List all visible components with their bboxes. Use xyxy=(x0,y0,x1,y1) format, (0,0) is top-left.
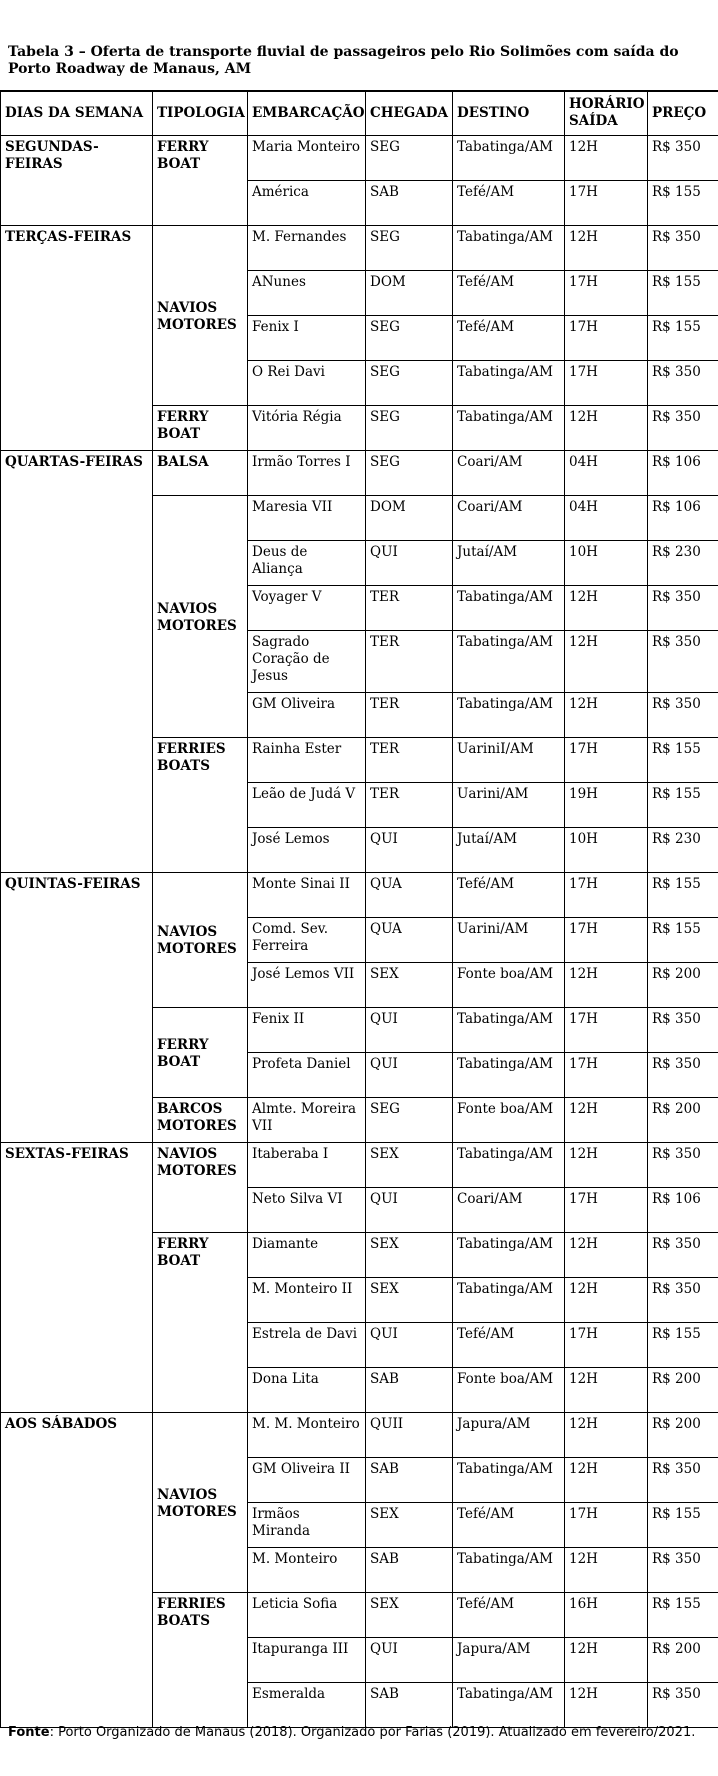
destination-cell: Tefé/AM xyxy=(453,1502,565,1547)
arrival-cell: SEX xyxy=(366,1277,453,1322)
arrival-cell: SAB xyxy=(366,1367,453,1412)
arrival-cell: QUA xyxy=(366,872,453,917)
price-cell: R$ 155 xyxy=(648,1592,718,1637)
arrival-cell: SEG xyxy=(366,135,453,180)
header-destino: DESTINO xyxy=(453,91,565,135)
destination-cell: Tefé/AM xyxy=(453,872,565,917)
vessel-cell: ANunes xyxy=(248,270,366,315)
price-cell: R$ 200 xyxy=(648,1637,718,1682)
table-row xyxy=(1,872,718,917)
price-cell: R$ 200 xyxy=(648,962,718,1007)
arrival-cell: SEX xyxy=(366,962,453,1007)
time-cell: 17H xyxy=(565,1007,648,1052)
arrival-cell: SEG xyxy=(366,315,453,360)
price-cell: R$ 155 xyxy=(648,1322,718,1367)
arrival-cell: TER xyxy=(366,692,453,737)
destination-cell: Tabatinga/AM xyxy=(453,225,565,270)
price-cell: R$ 155 xyxy=(648,782,718,827)
price-cell: R$ 350 xyxy=(648,1547,718,1592)
price-cell: R$ 230 xyxy=(648,540,718,585)
vessel-cell: Irmãos Miranda xyxy=(248,1502,366,1547)
price-cell: R$ 106 xyxy=(648,450,718,495)
arrival-cell: QUA xyxy=(366,917,453,962)
price-cell: R$ 350 xyxy=(648,1457,718,1502)
type-cell: FERRY BOAT xyxy=(153,1007,248,1097)
vessel-cell: Maresia VII xyxy=(248,495,366,540)
time-cell: 12H xyxy=(565,962,648,1007)
price-cell: R$ 350 xyxy=(648,1052,718,1097)
time-cell: 12H xyxy=(565,1277,648,1322)
vessel-cell: GM Oliveira xyxy=(248,692,366,737)
price-cell: R$ 350 xyxy=(648,585,718,630)
arrival-cell: SEG xyxy=(366,450,453,495)
time-cell: 10H xyxy=(565,827,648,872)
arrival-cell: QUI xyxy=(366,1187,453,1232)
destination-cell: Tabatinga/AM xyxy=(453,1232,565,1277)
arrival-cell: TER xyxy=(366,737,453,782)
destination-cell: Jutaí/AM xyxy=(453,540,565,585)
arrival-cell: QUI xyxy=(366,1322,453,1367)
table-row xyxy=(1,225,718,270)
time-cell: 17H xyxy=(565,1187,648,1232)
time-cell: 12H xyxy=(565,135,648,180)
price-cell: R$ 106 xyxy=(648,1187,718,1232)
price-cell: R$ 350 xyxy=(648,225,718,270)
arrival-cell: QUI xyxy=(366,1637,453,1682)
vessel-cell: M. Fernandes xyxy=(248,225,366,270)
day-cell: TERÇAS-FEIRAS xyxy=(1,225,153,450)
vessel-cell: Rainha Ester xyxy=(248,737,366,782)
type-cell: FERRIES BOATS xyxy=(153,737,248,872)
arrival-cell: SEX xyxy=(366,1592,453,1637)
destination-cell: Japura/AM xyxy=(453,1412,565,1457)
price-cell: R$ 350 xyxy=(648,630,718,692)
price-cell: R$ 350 xyxy=(648,1142,718,1187)
type-cell: NAVIOS MOTORES xyxy=(153,1412,248,1592)
header-tipologia: TIPOLOGIA xyxy=(153,91,248,135)
table-row xyxy=(1,1412,718,1457)
destination-cell: Fonte boa/AM xyxy=(453,1097,565,1142)
price-cell: R$ 350 xyxy=(648,1007,718,1052)
arrival-cell: TER xyxy=(366,782,453,827)
price-cell: R$ 200 xyxy=(648,1367,718,1412)
vessel-cell: M. Monteiro II xyxy=(248,1277,366,1322)
price-cell: R$ 155 xyxy=(648,1502,718,1547)
destination-cell: Coari/AM xyxy=(453,495,565,540)
table-row xyxy=(1,135,718,180)
time-cell: 17H xyxy=(565,1052,648,1097)
vessel-cell: M. Monteiro xyxy=(248,1547,366,1592)
vessel-cell: O Rei Davi xyxy=(248,360,366,405)
destination-cell: UariniI/AM xyxy=(453,737,565,782)
time-cell: 17H xyxy=(565,315,648,360)
time-cell: 12H xyxy=(565,1457,648,1502)
header-embarcacao: EMBARCAÇÃO xyxy=(248,91,366,135)
day-cell: QUARTAS-FEIRAS xyxy=(1,450,153,872)
time-cell: 10H xyxy=(565,540,648,585)
time-cell: 12H xyxy=(565,1367,648,1412)
time-cell: 12H xyxy=(565,1682,648,1727)
destination-cell: Tabatinga/AM xyxy=(453,630,565,692)
price-cell: R$ 155 xyxy=(648,180,718,225)
vessel-cell: Itaberaba I xyxy=(248,1142,366,1187)
arrival-cell: SAB xyxy=(366,1457,453,1502)
destination-cell: Tabatinga/AM xyxy=(453,405,565,450)
vessel-cell: Leão de Judá V xyxy=(248,782,366,827)
arrival-cell: SEG xyxy=(366,360,453,405)
arrival-cell: SAB xyxy=(366,180,453,225)
arrival-cell: SEG xyxy=(366,1097,453,1142)
table-row xyxy=(1,1142,718,1187)
type-cell: BALSA xyxy=(153,450,248,495)
price-cell: R$ 200 xyxy=(648,1412,718,1457)
time-cell: 19H xyxy=(565,782,648,827)
header-preco: PREÇO xyxy=(648,91,718,135)
arrival-cell: SEX xyxy=(366,1142,453,1187)
destination-cell: Tabatinga/AM xyxy=(453,1547,565,1592)
header-dias: DIAS DA SEMANA xyxy=(1,91,153,135)
arrival-cell: SAB xyxy=(366,1547,453,1592)
type-cell: FERRY BOAT xyxy=(153,135,248,225)
vessel-cell: M. M. Monteiro xyxy=(248,1412,366,1457)
price-cell: R$ 106 xyxy=(648,495,718,540)
arrival-cell: QUI xyxy=(366,1007,453,1052)
vessel-cell: Comd. Sev. Ferreira xyxy=(248,917,366,962)
time-cell: 12H xyxy=(565,585,648,630)
arrival-cell: SEG xyxy=(366,225,453,270)
vessel-cell: Dona Lita xyxy=(248,1367,366,1412)
vessel-cell: GM Oliveira II xyxy=(248,1457,366,1502)
vessel-cell: Diamante xyxy=(248,1232,366,1277)
arrival-cell: DOM xyxy=(366,270,453,315)
arrival-cell: QUI xyxy=(366,1052,453,1097)
arrival-cell: SEX xyxy=(366,1232,453,1277)
destination-cell: Tefé/AM xyxy=(453,1592,565,1637)
time-cell: 12H xyxy=(565,405,648,450)
vessel-cell: Fenix II xyxy=(248,1007,366,1052)
type-cell: NAVIOS MOTORES xyxy=(153,872,248,1007)
vessel-cell: Almte. Moreira VII xyxy=(248,1097,366,1142)
arrival-cell: DOM xyxy=(366,495,453,540)
vessel-cell: José Lemos xyxy=(248,827,366,872)
time-cell: 17H xyxy=(565,270,648,315)
price-cell: R$ 350 xyxy=(648,1682,718,1727)
vessel-cell: Vitória Régia xyxy=(248,405,366,450)
destination-cell: Tabatinga/AM xyxy=(453,360,565,405)
time-cell: 12H xyxy=(565,1547,648,1592)
day-cell: AOS SÁBADOS xyxy=(1,1412,153,1727)
destination-cell: Tefé/AM xyxy=(453,315,565,360)
type-cell: FERRY BOAT xyxy=(153,1232,248,1412)
destination-cell: Tefé/AM xyxy=(453,270,565,315)
time-cell: 17H xyxy=(565,360,648,405)
destination-cell: Fonte boa/AM xyxy=(453,1367,565,1412)
price-cell: R$ 350 xyxy=(648,135,718,180)
vessel-cell: José Lemos VII xyxy=(248,962,366,1007)
vessel-cell: Voyager V xyxy=(248,585,366,630)
header-row xyxy=(1,91,718,135)
arrival-cell: TER xyxy=(366,585,453,630)
table-row xyxy=(1,450,718,495)
vessel-cell: Esmeralda xyxy=(248,1682,366,1727)
destination-cell: Tabatinga/AM xyxy=(453,1142,565,1187)
time-cell: 17H xyxy=(565,1322,648,1367)
time-cell: 12H xyxy=(565,1412,648,1457)
time-cell: 12H xyxy=(565,1097,648,1142)
time-cell: 04H xyxy=(565,450,648,495)
destination-cell: Tefé/AM xyxy=(453,180,565,225)
destination-cell: Tabatinga/AM xyxy=(453,1682,565,1727)
type-cell: NAVIOS MOTORES xyxy=(153,225,248,405)
vessel-cell: Neto Silva VI xyxy=(248,1187,366,1232)
time-cell: 04H xyxy=(565,495,648,540)
destination-cell: Tefé/AM xyxy=(453,1322,565,1367)
vessel-cell: Itapuranga III xyxy=(248,1637,366,1682)
price-cell: R$ 155 xyxy=(648,315,718,360)
type-cell: BARCOS MOTORES xyxy=(153,1097,248,1142)
destination-cell: Japura/AM xyxy=(453,1637,565,1682)
vessel-cell: Fenix I xyxy=(248,315,366,360)
arrival-cell: QUI xyxy=(366,827,453,872)
price-cell: R$ 230 xyxy=(648,827,718,872)
vessel-cell: Profeta Daniel xyxy=(248,1052,366,1097)
time-cell: 12H xyxy=(565,1232,648,1277)
time-cell: 12H xyxy=(565,630,648,692)
vessel-cell: Irmão Torres I xyxy=(248,450,366,495)
type-cell: FERRY BOAT xyxy=(153,405,248,450)
destination-cell: Tabatinga/AM xyxy=(453,585,565,630)
time-cell: 12H xyxy=(565,692,648,737)
destination-cell: Tabatinga/AM xyxy=(453,1277,565,1322)
type-cell: NAVIOS MOTORES xyxy=(153,1142,248,1232)
price-cell: R$ 155 xyxy=(648,737,718,782)
arrival-cell: QUII xyxy=(366,1412,453,1457)
source-note xyxy=(8,1724,708,1741)
destination-cell: Tabatinga/AM xyxy=(453,1457,565,1502)
vessel-cell: Deus de Aliança xyxy=(248,540,366,585)
arrival-cell: SAB xyxy=(366,1682,453,1727)
vessel-cell: Sagrado Coração de Jesus xyxy=(248,630,366,692)
price-cell: R$ 155 xyxy=(648,917,718,962)
destination-cell: Uarini/AM xyxy=(453,917,565,962)
vessel-cell: Leticia Sofia xyxy=(248,1592,366,1637)
price-cell: R$ 155 xyxy=(648,872,718,917)
type-cell: NAVIOS MOTORES xyxy=(153,495,248,737)
time-cell: 17H xyxy=(565,872,648,917)
destination-cell: Tabatinga/AM xyxy=(453,692,565,737)
type-cell: FERRIES BOATS xyxy=(153,1592,248,1727)
price-cell: R$ 350 xyxy=(648,1277,718,1322)
price-cell: R$ 350 xyxy=(648,405,718,450)
vessel-cell: Maria Monteiro xyxy=(248,135,366,180)
price-cell: R$ 350 xyxy=(648,1232,718,1277)
arrival-cell: SEX xyxy=(366,1502,453,1547)
time-cell: 17H xyxy=(565,1502,648,1547)
time-cell: 12H xyxy=(565,225,648,270)
arrival-cell: QUI xyxy=(366,540,453,585)
destination-cell: Coari/AM xyxy=(453,1187,565,1232)
destination-cell: Tabatinga/AM xyxy=(453,1052,565,1097)
arrival-cell: TER xyxy=(366,630,453,692)
time-cell: 17H xyxy=(565,917,648,962)
header-chegada: CHEGADA xyxy=(366,91,453,135)
source-label: Fonte xyxy=(8,1725,50,1740)
time-cell: 12H xyxy=(565,1637,648,1682)
destination-cell: Coari/AM xyxy=(453,450,565,495)
destination-cell: Fonte boa/AM xyxy=(453,962,565,1007)
time-cell: 12H xyxy=(565,1142,648,1187)
price-cell: R$ 155 xyxy=(648,270,718,315)
day-cell: SEGUNDAS-FEIRAS xyxy=(1,135,153,225)
destination-cell: Tabatinga/AM xyxy=(453,1007,565,1052)
destination-cell: Uarini/AM xyxy=(453,782,565,827)
destination-cell: Tabatinga/AM xyxy=(453,135,565,180)
vessel-cell: América xyxy=(248,180,366,225)
header-horario: HORÁRIO SAÍDA xyxy=(565,91,648,135)
day-cell: SEXTAS-FEIRAS xyxy=(1,1142,153,1412)
price-cell: R$ 350 xyxy=(648,692,718,737)
time-cell: 17H xyxy=(565,180,648,225)
source-text: : Porto Organizado de Manaus (2018). Organizado por Farias (2019). Atualizado em fevereiro/2021. xyxy=(49,1725,696,1740)
vessel-cell: Monte Sinai II xyxy=(248,872,366,917)
time-cell: 16H xyxy=(565,1592,648,1637)
time-cell: 17H xyxy=(565,737,648,782)
table-caption: Tabela 3 – Oferta de transporte fluvial de passageiros pelo Rio Solimões com saída do Porto Roadway de Manaus, AM xyxy=(8,44,679,77)
price-cell: R$ 350 xyxy=(648,360,718,405)
destination-cell: Jutaí/AM xyxy=(453,827,565,872)
arrival-cell: SEG xyxy=(366,405,453,450)
schedule-table xyxy=(0,90,718,1728)
day-cell: QUINTAS-FEIRAS xyxy=(1,872,153,1142)
vessel-cell: Estrela de Davi xyxy=(248,1322,366,1367)
price-cell: R$ 200 xyxy=(648,1097,718,1142)
